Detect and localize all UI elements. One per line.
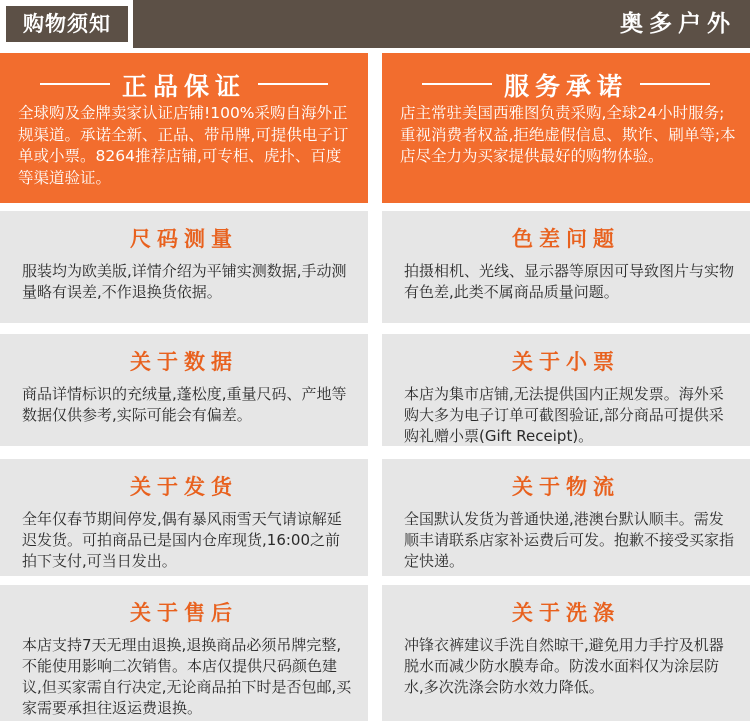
card-body: 全国默认发货为普通快递,港澳台默认顺丰。需发顺丰请联系店家补运费后可发。抱歉不接受买家指定快递。 (404, 510, 735, 570)
card-body: 全年仅春节期间停发,偶有暴风雨雪天气请谅解延迟发货。可拍商品已是国内仓库现货,16:00之前拍下支付,可当日发出。 (22, 510, 342, 570)
card-title: 关于数据 (130, 350, 238, 374)
card-body: 冲锋衣裤建议手洗自然晾干,避免用力手拧及机器脱水而减少防水膜寿命。防泼水面料仅为涂层防水,多次洗涤会防水效力降低。 (404, 636, 724, 696)
card-body: 本店支持7天无理由退换,退换商品必须吊牌完整,不能使用影响二次销售。本店仅提供尺码颜色建议,但买家需自行决定,无论商品拍下时是否包邮,买家需要承担往返运费退换。 (22, 636, 352, 717)
card-title: 关于物流 (512, 475, 620, 499)
card-title: 关于售后 (130, 601, 238, 625)
card-title: 色差问题 (512, 227, 620, 251)
card-title: 尺码测量 (130, 227, 238, 251)
card-title: 关于小票 (512, 350, 620, 374)
card-body: 本店为集市店铺,无法提供国内正规发票。海外采购大多为电子订单可截图验证,部分商品可提供采购礼赠小票(Gift Receipt)。 (404, 385, 724, 445)
brand-name: 奥多户外 (620, 11, 736, 37)
card-about-washing (382, 585, 750, 721)
title-rule-right (640, 83, 710, 85)
card-about-logistics (382, 459, 750, 576)
card-title: 关于洗涤 (512, 601, 620, 625)
card-body: 拍摄相机、光线、显示器等原因可导致图片与实物有色差,此类不属商品质量问题。 (404, 262, 735, 301)
card-authentic-guarantee (0, 53, 368, 203)
card-color-difference (382, 211, 750, 323)
header-bar (0, 0, 750, 48)
card-title: 正品保证 (121, 72, 246, 101)
card-body: 店主常驻美国西雅图负责采购,全球24小时服务;重视消费者权益,拒绝虚假信息、欺诈、刷单等;本店尽全力为买家提供最好的购物体验。 (400, 104, 736, 165)
card-about-shipping (0, 459, 368, 576)
card-about-receipt (382, 334, 750, 446)
card-body: 商品详情标识的充绒量,蓬松度,重量尺码、产地等数据仅供参考,实际可能会有偏差。 (22, 385, 347, 424)
header-tab (0, 0, 133, 48)
card-after-sales (0, 585, 368, 721)
card-about-data (0, 334, 368, 446)
card-body: 全球购及金牌卖家认证店铺!100%采购自海外正规渠道。承诺全新、正品、带吊牌,可提供电子订单或小票。8264推荐店铺,可专柜、虎扑、百度等渠道验证。 (18, 104, 349, 187)
card-size-measurement (0, 211, 368, 323)
card-service-promise (382, 53, 750, 203)
card-title: 服务承诺 (503, 72, 628, 101)
card-body: 服装均为欧美版,详情介绍为平铺实测数据,手动测量略有误差,不作退换货依据。 (22, 262, 347, 301)
page-title: 购物须知 (6, 6, 128, 42)
card-title: 关于发货 (130, 475, 238, 499)
title-rule-right (258, 83, 328, 85)
